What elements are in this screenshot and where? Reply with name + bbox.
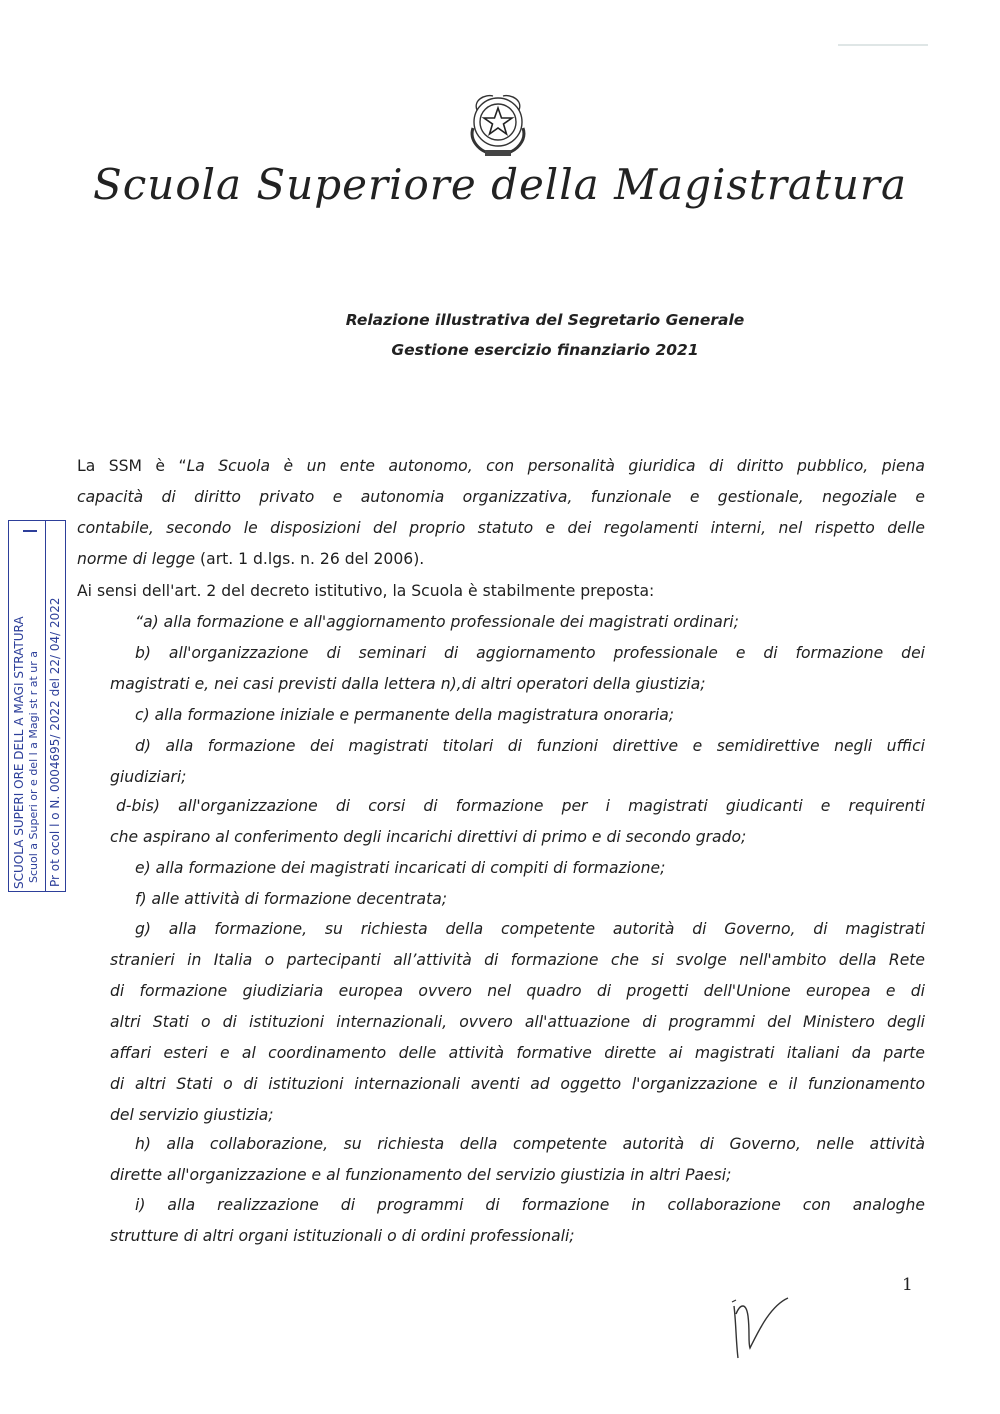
list-item-e: e) alla formazione dei magistrati incaricati di compiti di formazione; <box>135 859 666 877</box>
stamp-line-3: Pr ot ocol l o N. 0004695/ 2022 del 22/ 04/ 2022 <box>48 597 62 887</box>
list-item-f: f) alle attività di formazione decentrata; <box>135 890 448 908</box>
list-item-g-line-4: altri Stati o di istituzioni internazionali, ovvero all'attuazione di programmi del Ministero degli <box>110 1013 925 1031</box>
list-item-g-line-1: g) alla formazione, su richiesta della competente autorità di Governo, di magistrati <box>135 920 925 938</box>
list-item-c: c) alla formazione iniziale e permanente della magistratura onoraria; <box>135 706 675 724</box>
list-item-b-line-1: b) all'organizzazione di seminari di aggiornamento professionale e di formazione dei <box>135 644 925 662</box>
list-item-g-line-7: del servizio giustizia; <box>110 1106 274 1124</box>
list-item-dbis-line-2: che aspirano al conferimento degli incarichi direttivi di primo e di secondo grado; <box>110 828 747 846</box>
scan-artifact <box>838 44 928 46</box>
list-item-g-line-2: stranieri in Italia o partecipanti all’attività di formazione che si svolge nell'ambito della Rete <box>110 951 925 969</box>
list-item-i-line-1: i) alla realizzazione di programmi di formazione in collaborazione con analoghe <box>135 1196 925 1214</box>
list-item-b-line-2: magistrati e, nei casi previsti dalla lettera n),di altri operatori della giustizia; <box>110 675 706 693</box>
paragraph-2: Ai sensi dell'art. 2 del decreto istitutivo, la Scuola è stabilmente preposta: <box>77 582 655 600</box>
paragraph-1-line-4: norme di legge (art. 1 d.lgs. n. 26 del 2006). <box>77 550 425 568</box>
page-number: 1 <box>902 1275 913 1295</box>
list-item-h-line-1: h) alla collaborazione, su richiesta della competente autorità di Governo, nelle attività <box>135 1135 925 1153</box>
list-item-d-line-1: d) alla formazione dei magistrati titolari di funzioni direttive e semidirettive negli uffici <box>135 737 925 755</box>
list-item-g-line-3: di formazione giudiziaria europea ovvero nel quadro di progetti dell'Unione europea e di <box>110 982 925 1000</box>
stamp-divider <box>45 521 46 891</box>
list-item-dbis-line-1: d-bis) all'organizzazione di corsi di formazione per i magistrati giudicanti e requirenti <box>116 797 925 815</box>
school-name: Scuola Superiore della Magistratura <box>92 160 908 209</box>
title-line-1: Relazione illustrativa del Segretario Generale <box>345 311 745 329</box>
stamp-line-1: SCUOLA SUPERI ORE DELL A MAGI STRATURA <box>12 616 26 889</box>
stamp-line-2: Scuol a Superi or e del l a Magi st r at ur a <box>27 650 40 883</box>
title-line-2: Gestione esercizio finanziario 2021 <box>391 341 699 359</box>
list-item-a: “a) alla formazione e all'aggiornamento professionale dei magistrati ordinari; <box>135 613 739 631</box>
list-item-h-line-2: dirette all'organizzazione e al funzionamento del servizio giustizia in altri Paesi; <box>110 1166 732 1184</box>
list-item-g-line-6: di altri Stati o di istituzioni internazionali aventi ad oggetto l'organizzazione e il funzionamento <box>110 1075 925 1093</box>
italian-republic-emblem-icon <box>463 88 533 160</box>
paragraph-1-line-1: La SSM è “La Scuola è un ente autonomo, con personalità giuridica di diritto pubblico, piena <box>77 457 925 475</box>
list-item-i-line-2: strutture di altri organi istituzionali o di ordini professionali; <box>110 1227 575 1245</box>
document-title <box>0 305 1000 365</box>
handwritten-initials-signature <box>726 1292 796 1362</box>
paragraph-1-line-2: capacità di diritto privato e autonomia organizzativa, funzionale e gestionale, negoziale e <box>77 488 925 506</box>
list-item-d-line-2: giudiziari; <box>110 768 187 786</box>
list-item-g-line-5: affari esteri e al coordinamento delle attività formative dirette ai magistrati italiani da parte <box>110 1044 925 1062</box>
protocol-stamp <box>8 520 66 892</box>
stamp-mark <box>23 530 37 532</box>
paragraph-1-line-3: contabile, secondo le disposizioni del proprio statuto e dei regolamenti interni, nel rispetto delle <box>77 519 925 537</box>
